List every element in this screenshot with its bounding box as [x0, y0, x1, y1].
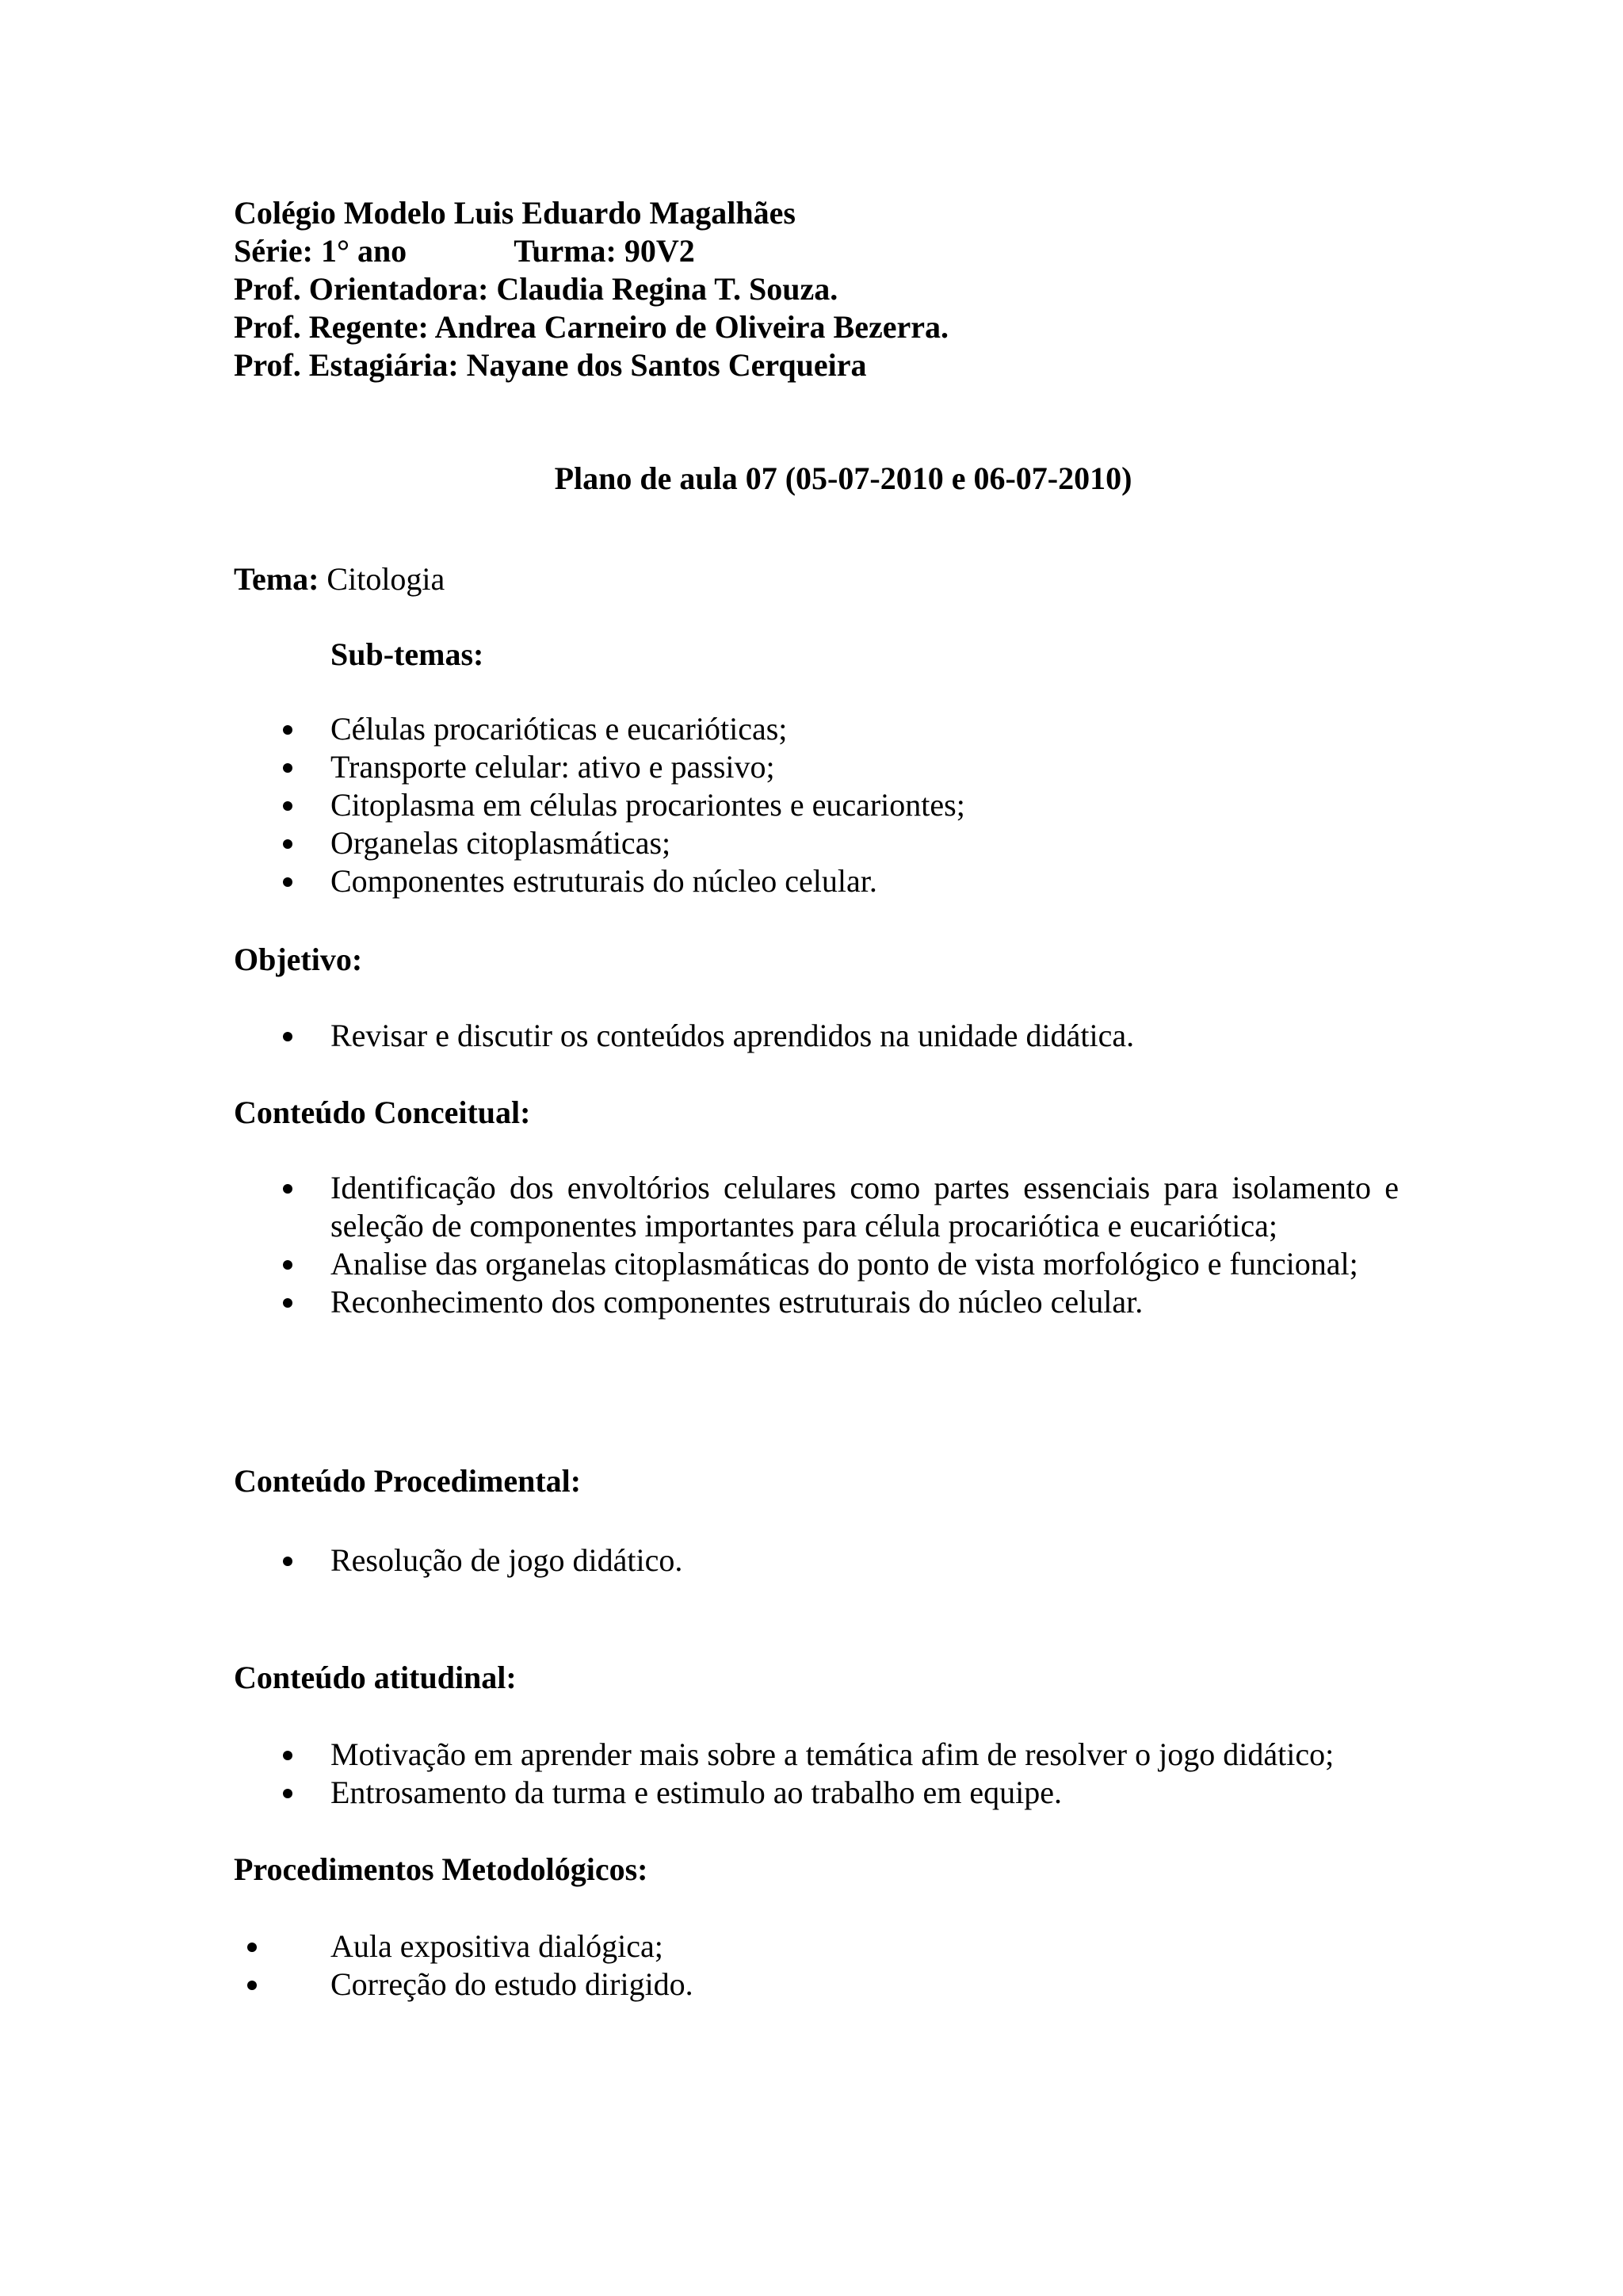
subtemas-heading: Sub-temas: [330, 636, 484, 672]
bullet-icon [283, 1557, 292, 1566]
bullet-icon [283, 839, 292, 849]
prof-regente: Prof. Regente: Andrea Carneiro de Oliveira Bezerra. [234, 309, 949, 345]
school-name: Colégio Modelo Luis Eduardo Magalhães [234, 195, 796, 231]
list-item: Correção do estudo dirigido. [234, 1966, 1399, 2004]
metodologicos-heading: Procedimentos Metodológicos: [234, 1851, 648, 1887]
bullet-icon [283, 801, 292, 811]
bullet-icon [283, 763, 292, 773]
list-item: Revisar e discutir os conteúdos aprendidos na unidade didática. [234, 1017, 1399, 1055]
atitudinal-heading: Conteúdo atitudinal: [234, 1660, 517, 1695]
tema-label: Tema: [234, 561, 319, 597]
objetivo-heading: Objetivo: [234, 942, 363, 977]
list-item: Identificação dos envoltórios celulares como partes essenciais para isolamento e seleção de componentes importantes para célula procariótica e eucariótica; [234, 1169, 1399, 1245]
lesson-plan-title: Plano de aula 07 (05-07-2010 e 06-07-2010) [554, 460, 1132, 496]
serie-text: Série: 1° ano [234, 233, 407, 269]
document-header [234, 194, 1423, 384]
list-item: Componentes estruturais do núcleo celular. [234, 862, 1399, 900]
procedimental-list [234, 1541, 1399, 1580]
list-item: Transporte celular: ativo e passivo; [234, 748, 1399, 786]
list-item: Aula expositiva dialógica; [234, 1927, 1399, 1966]
bullet-icon [283, 1032, 292, 1041]
bullet-icon [283, 877, 292, 887]
objetivo-list [234, 1017, 1399, 1055]
list-item: Motivação em aprender mais sobre a temática afim de resolver o jogo didático; [234, 1736, 1399, 1774]
prof-orientadora: Prof. Orientadora: Claudia Regina T. Souza. [234, 271, 838, 307]
list-item: Resolução de jogo didático. [234, 1541, 1399, 1580]
list-item: Reconhecimento dos componentes estruturais do núcleo celular. [234, 1283, 1399, 1321]
bullet-icon [283, 1184, 292, 1194]
list-item: Analise das organelas citoplasmáticas do ponto de vista morfológico e funcional; [234, 1245, 1399, 1283]
list-item: Citoplasma em células procariontes e eucariontes; [234, 786, 1399, 824]
procedimental-heading: Conteúdo Procedimental: [234, 1463, 582, 1499]
serie-turma-line [234, 232, 1423, 270]
bullet-icon [247, 1981, 257, 1990]
bullet-icon [283, 1789, 292, 1798]
bullet-icon [283, 1260, 292, 1270]
atitudinal-list [234, 1736, 1399, 1812]
list-item: Organelas citoplasmáticas; [234, 824, 1399, 862]
prof-estagiaria: Prof. Estagiária: Nayane dos Santos Cerqueira [234, 347, 867, 383]
list-item: Células procarióticas e eucarióticas; [234, 710, 1399, 748]
conceitual-heading: Conteúdo Conceitual: [234, 1095, 531, 1130]
bullet-icon [283, 725, 292, 735]
bullet-icon [283, 1751, 292, 1760]
tema-line [234, 560, 1399, 598]
metodologicos-list [234, 1927, 1399, 2004]
turma-text: Turma: 90V2 [514, 233, 695, 269]
tema-value: Citologia [319, 561, 445, 597]
bullet-icon [283, 1298, 292, 1308]
conceitual-list [234, 1169, 1399, 1321]
subtemas-list [234, 710, 1399, 900]
bullet-icon [247, 1943, 257, 1952]
list-item: Entrosamento da turma e estimulo ao trabalho em equipe. [234, 1774, 1399, 1812]
